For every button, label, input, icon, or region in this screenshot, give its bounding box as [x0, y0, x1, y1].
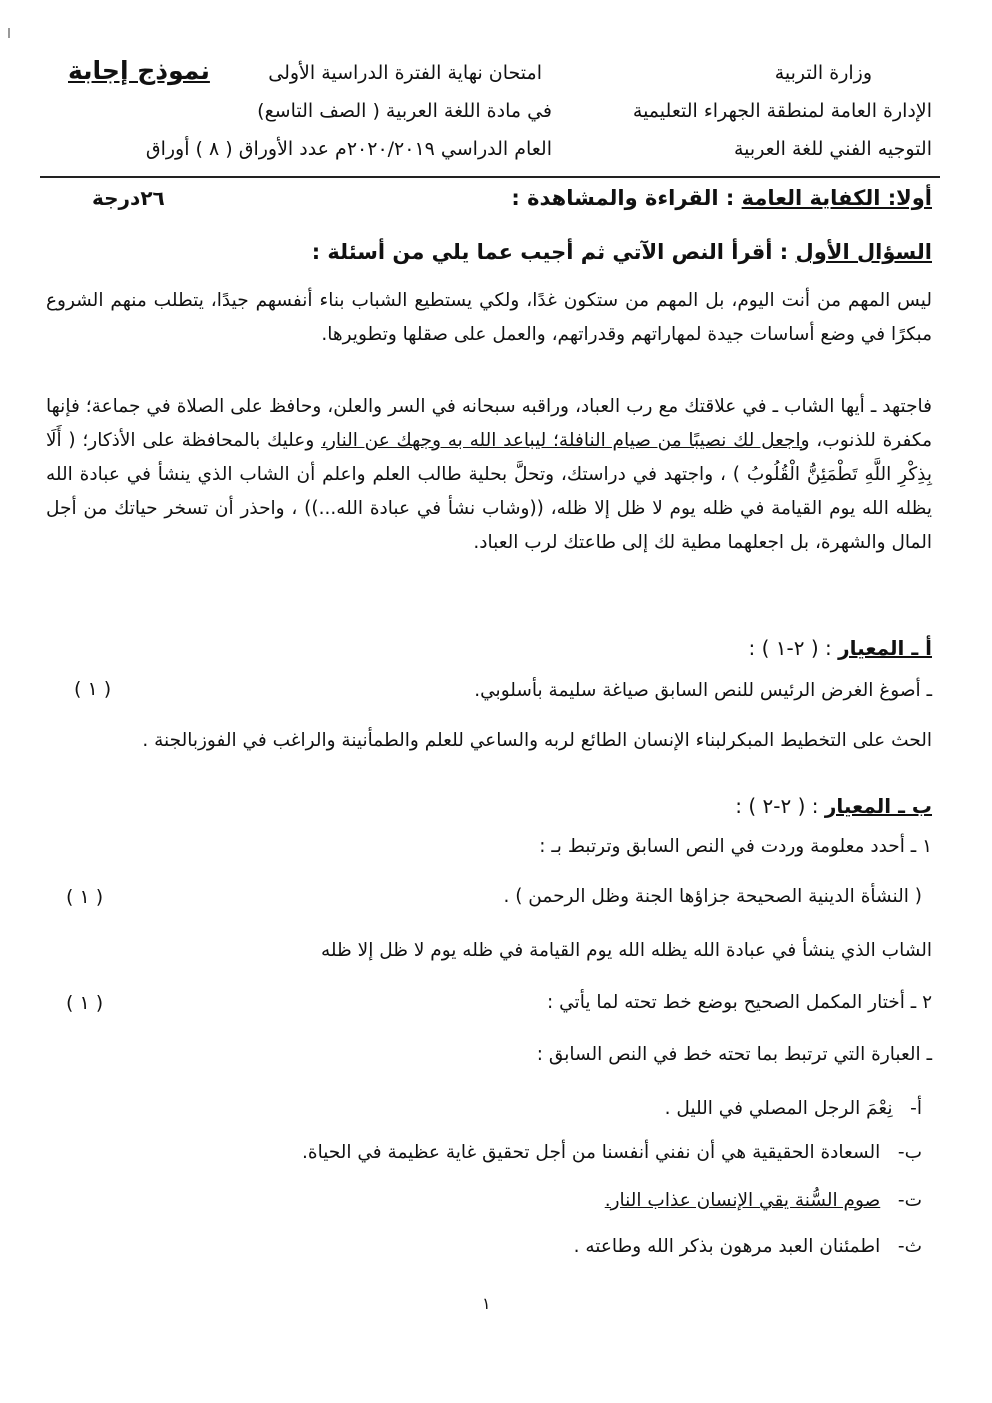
option-tha: [574, 1236, 922, 1257]
option-ba: [302, 1142, 922, 1163]
option-letter: ب-: [897, 1142, 922, 1163]
criterion-b-q2-stem: ـ العبارة التي ترتبط بما تحته خط في النص السابق :: [536, 1044, 932, 1065]
header-supervision: التوجيه الفني للغة العربية: [733, 138, 932, 160]
header-district: الإدارة العامة لمنطقة الجهراء التعليمية: [632, 100, 932, 122]
criterion-a-question: ـ أصوغ الغرض الرئيس للنص السابق صياغة سليمة بأسلوبي.: [474, 680, 932, 701]
option-text: نِعْمَ الرجل المصلي في الليل .: [664, 1098, 893, 1119]
section-title-rest: : القراءة والمشاهدة :: [511, 186, 735, 210]
passage-paragraph-1: ليس المهم من أنت اليوم، بل المهم من ستكون غدًا، ولكي يستطيع الشباب بناء أنفسهم جيدًا، يتطلب منهم الشروع مبكرًا في وضع أساسات جيدة لمهاراتهم وقدراتهم، والعمل على صقلها وتطويرها.: [46, 290, 932, 345]
criterion-b-label: ب ـ المعيار: [824, 794, 932, 818]
option-alef: [665, 1098, 922, 1119]
option-letter: ت-: [897, 1190, 922, 1211]
option-letter: أ-: [910, 1098, 922, 1119]
option-text: السعادة الحقيقية هي أن نفني أنفسنا من أجل تحقيق غاية عظيمة في الحياة.: [302, 1142, 881, 1163]
header-subject: في مادة اللغة العربية ( الصف التاسع): [257, 100, 552, 122]
criterion-b-code: : ( ٢-٢ ) :: [735, 794, 819, 818]
header-divider: [40, 176, 940, 178]
option-ta-correct: [605, 1190, 922, 1211]
scan-mark: [8, 28, 18, 38]
question1-heading: [312, 240, 932, 264]
header-ministry: وزارة التربية: [774, 62, 872, 84]
section-score: ٢٦درجة: [92, 186, 165, 210]
header-exam-title: امتحان نهاية الفترة الدراسية الأولى: [268, 62, 542, 84]
passage-p2-underlined: واجعل لك نصيبًا من صيام النافلة؛ ليباعد الله به وجهك عن النار،: [321, 430, 810, 451]
option-text: اطمئنان العبد مرهون بذكر الله وطاعته .: [573, 1236, 881, 1257]
criterion-b-heading: [735, 794, 932, 818]
answer-model-title: نموذج إجابة: [68, 56, 210, 85]
criterion-b-q1: ١ ـ أحدد معلومة وردت في النص السابق وترتبط بـ :: [539, 836, 932, 857]
section-title: أولا: الكفاية العامة: [741, 186, 932, 210]
passage-paragraph-2: [46, 390, 932, 560]
passage-p2-end: وعليك بالمحافظة على الأذكار؛ ( أَلَا بِذِكْرِ اللَّهِ تَطْمَئِنُّ الْقُلُوبُ ) ، واجتهد في دراستك، وتحلَّ بحلية طالب العلم واعلم أن الشاب الذي ينشأ في عبادة الله يظله الله يوم القيامة في ظله يوم لا ظل إلا ظله، ((وشاب نشأ في عبادة الله...)) ، واحذر أن تسخر حياتك من أجل المال والشهرة، بل اجعلهما مطية لك إلى طاعتك لرب العباد.: [46, 430, 932, 553]
criterion-b-q1-mark: ( ١ ): [66, 886, 104, 908]
option-text-underlined: صوم السُّنة يقي الإنسان عذاب النار.: [604, 1190, 881, 1211]
option-letter: ث-: [897, 1236, 922, 1257]
header-year-pages: العام الدراسي ٢٠٢٠/٢٠١٩م عدد الأوراق ( ٨ ) أوراق: [145, 138, 552, 160]
section-heading: [511, 186, 932, 210]
criterion-a-heading: [749, 636, 932, 660]
question1-prompt: : أقرأ النص الآتي ثم أجيب عما يلي من أسئلة :: [311, 240, 789, 264]
criterion-a-code: : ( ٢-١ ) :: [748, 636, 832, 660]
criterion-a-label: أ ـ المعيار: [838, 636, 932, 660]
criterion-b-q2: ٢ ـ أختار المكمل الصحيح بوضع خط تحته لما يأتي :: [547, 992, 932, 1013]
criterion-b-q1-answer: الشاب الذي ينشأ في عبادة الله يظله الله يوم القيامة في ظله يوم لا ظل إلا ظله: [321, 940, 932, 961]
criterion-b-q1-item: ( النشأة الدينية الصحيحة جزاؤها الجنة وظل الرحمن ) .: [503, 886, 922, 907]
criterion-a-mark: ( ١ ): [74, 678, 112, 700]
page-number: ١: [482, 1294, 491, 1313]
criterion-b-q2-mark: ( ١ ): [66, 992, 104, 1014]
question1-label: السؤال الأول: [795, 240, 932, 264]
passage-p2-start: فاجتهد ـ أيها الشاب ـ في علاقتك مع رب العباد، وراقبه سبحانه في السر والعلن، وحافظ على الصلاة في جماعة؛ فإنها مكفرة للذنوب،: [46, 396, 932, 451]
criterion-a-answer: الحث على التخطيط المبكرلبناء الإنسان الطائع لربه والساعي للعلم والطمأنينة والراغب في الفوزبالجنة .: [142, 730, 932, 751]
